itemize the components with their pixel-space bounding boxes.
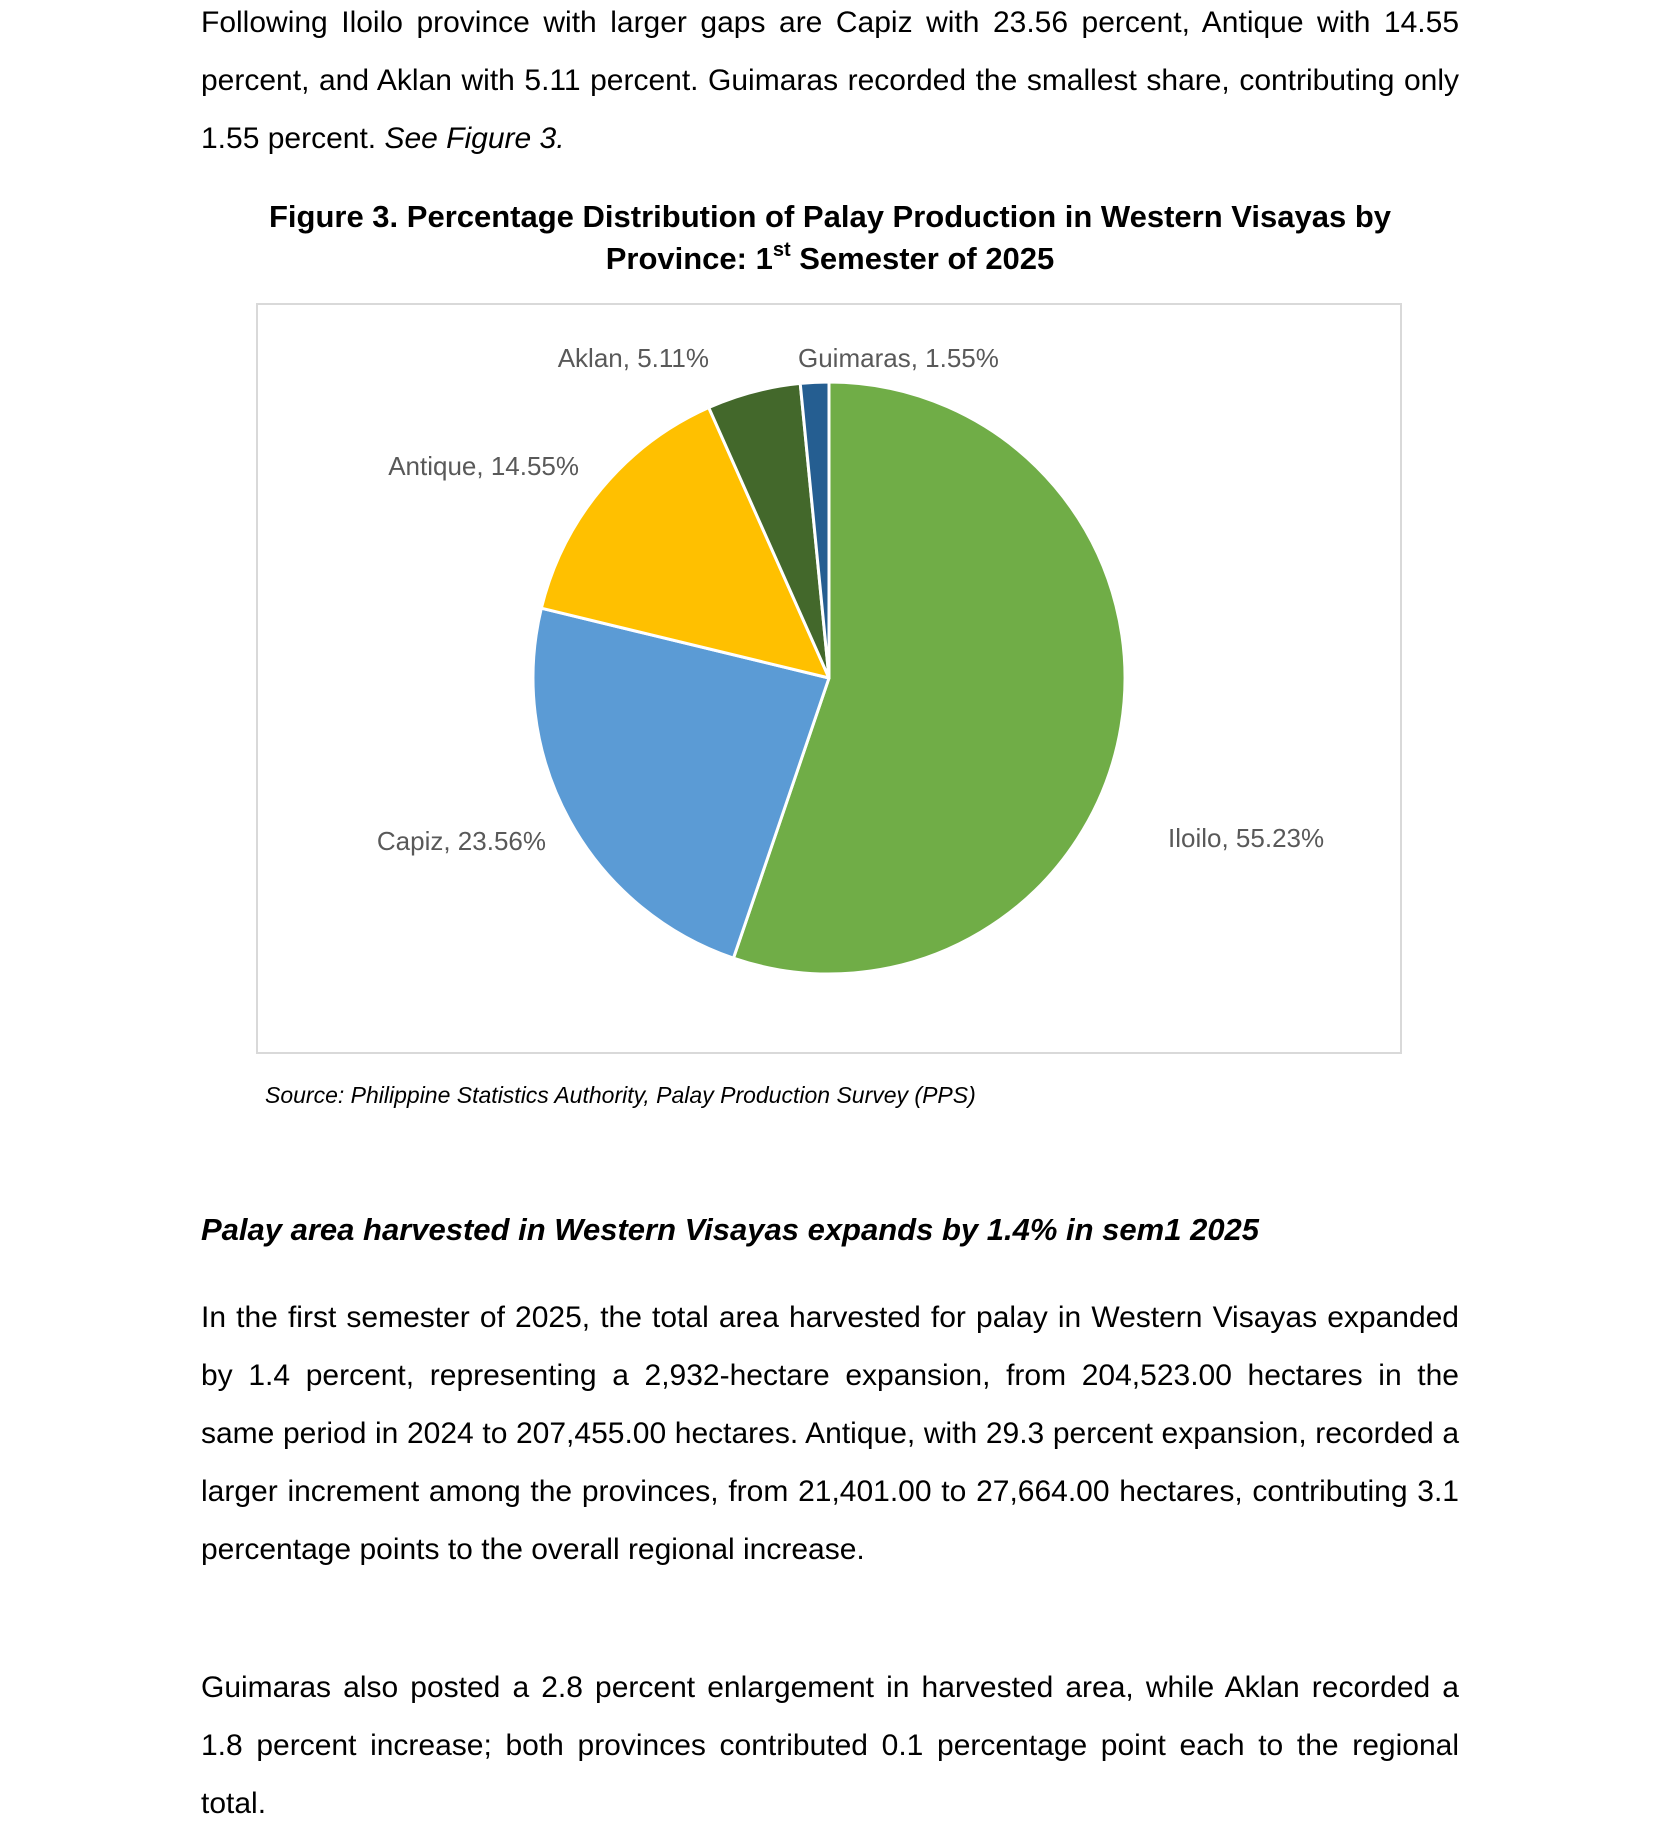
- pie-label-aklan: Aklan, 5.11%: [557, 343, 709, 373]
- figure-title-line2: [160, 238, 1500, 280]
- pie-label-capiz: Capiz, 23.56%: [376, 826, 546, 856]
- pie-chart-frame: [256, 303, 1402, 1054]
- section-paragraph-2: Guimaras also posted a 2.8 percent enlargement in harvested area, while Aklan recorded a 1.8 percent increase; both provinces contributed 0.1 percentage point each to the regional total.: [201, 1671, 1459, 1820]
- figure-title-line2-pre: Province: 1: [605, 241, 773, 276]
- section-heading: Palay area harvested in Western Visayas expands by 1.4% in sem1 2025: [201, 1212, 1260, 1247]
- pie-label-antique: Antique, 14.55%: [388, 451, 579, 481]
- section-paragraph-1: In the first semester of 2025, the total area harvested for palay in Western Visayas expanded by 1.4 percent, representing a 2,932-hectare expansion, from 204,523.00 hectares in the same period in 2024 to 207,455.00 hectares. Antique, with 29.3 percent expansion, recorded a larger increment among the provinces, from 21,401.00 to 27,664.00 hectares, contributing 3.1 percentage points to the overall regional increase.: [201, 1301, 1459, 1566]
- figure-title-line2-post: Semester of 2025: [790, 241, 1055, 276]
- intro-paragraph: [201, 0, 1459, 168]
- figure-title-line1: Figure 3. Percentage Distribution of Palay Production in Western Visayas by: [268, 199, 1392, 234]
- figure-title-superscript: st: [772, 238, 791, 261]
- figure-title: [160, 196, 1500, 280]
- pie-chart: [258, 305, 1400, 1052]
- figure-source: Source: Philippine Statistics Authority, Palay Production Survey (PPS): [265, 1082, 976, 1108]
- intro-text: Following Iloilo province with larger gaps are Capiz with 23.56 percent, Antique with 14.55 percent, and Aklan with 5.11 percent. Guimaras recorded the smallest share, contributing only 1.55 percent.: [201, 6, 1459, 155]
- pie-label-iloilo: Iloilo, 55.23%: [1168, 823, 1325, 853]
- figure-reference: See Figure 3.: [384, 122, 565, 155]
- pie-label-guimaras: Guimaras, 1.55%: [798, 343, 999, 373]
